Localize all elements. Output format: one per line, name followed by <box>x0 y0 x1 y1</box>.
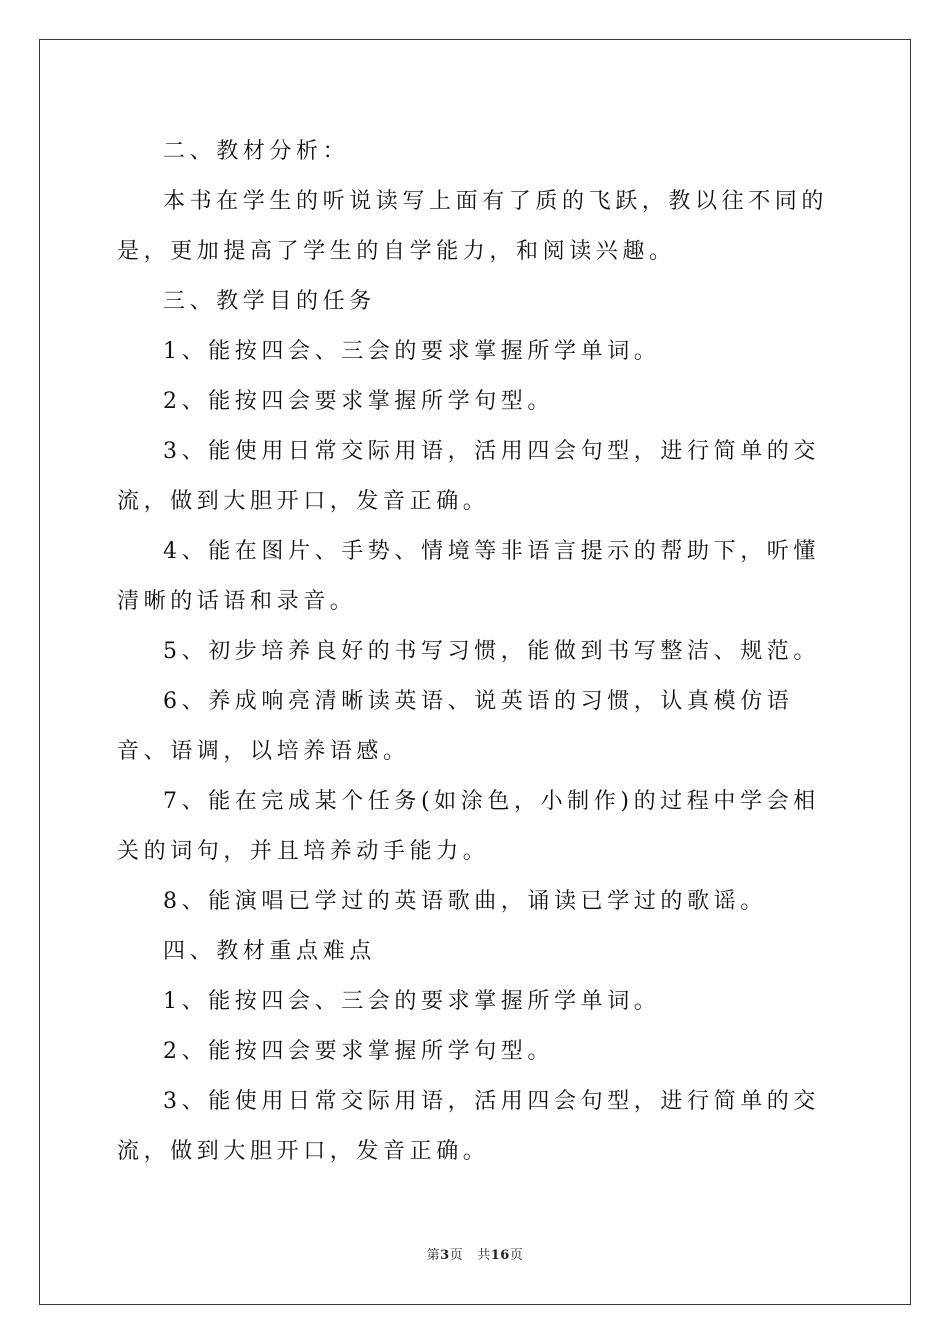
footer-page-number: 3 <box>440 1248 450 1263</box>
goal-item-6: 6、养成响亮清晰读英语、说英语的习惯，认真模仿语音、语调，以培养语感。 <box>117 689 794 764</box>
paragraph-textbook-description: 本书在学生的听说读写上面有了质的飞跃，教以往不同的是，更加提高了学生的自学能力，和阅读兴趣。 <box>117 189 829 264</box>
goal-item-8: 8、能演唱已学过的英语歌曲，诵读已学过的歌谣。 <box>163 889 767 914</box>
footer-total-suffix: 页 <box>509 1248 524 1263</box>
document-body <box>117 127 837 1177</box>
goal-item-5: 5、初步培养良好的书写习惯，能做到书写整洁、规范。 <box>163 639 820 664</box>
section-heading-key-points: 四、教材重点难点 <box>163 939 376 964</box>
key-point-item-2: 2、能按四会要求掌握所学句型。 <box>163 1039 554 1064</box>
goal-item-2: 2、能按四会要求掌握所学句型。 <box>163 389 554 414</box>
goal-item-1: 1、能按四会、三会的要求掌握所学单词。 <box>163 339 661 364</box>
key-point-item-1: 1、能按四会、三会的要求掌握所学单词。 <box>163 989 661 1014</box>
footer-page-suffix: 页 <box>449 1248 464 1263</box>
key-point-item-3: 3、能使用日常交际用语，活用四会句型，进行简单的交流，做到大胆开口，发音正确。 <box>117 1089 820 1164</box>
section-heading-teaching-goals: 三、教学目的任务 <box>163 289 376 314</box>
footer-total-pages: 16 <box>490 1248 510 1263</box>
section-heading-textbook-analysis: 二、教材分析： <box>163 139 350 164</box>
goal-item-7: 7、能在完成某个任务(如涂色，小制作)的过程中学会相关的词句，并且培养动手能力。 <box>117 789 820 864</box>
page-footer <box>0 1244 950 1263</box>
footer-total-prefix: 共 <box>477 1248 491 1263</box>
goal-item-3: 3、能使用日常交际用语，活用四会句型，进行简单的交流，做到大胆开口，发音正确。 <box>117 439 820 514</box>
footer-page-prefix: 第 <box>426 1248 441 1263</box>
goal-item-4: 4、能在图片、手势、情境等非语言提示的帮助下，听懂清晰的话语和录音。 <box>117 539 820 614</box>
